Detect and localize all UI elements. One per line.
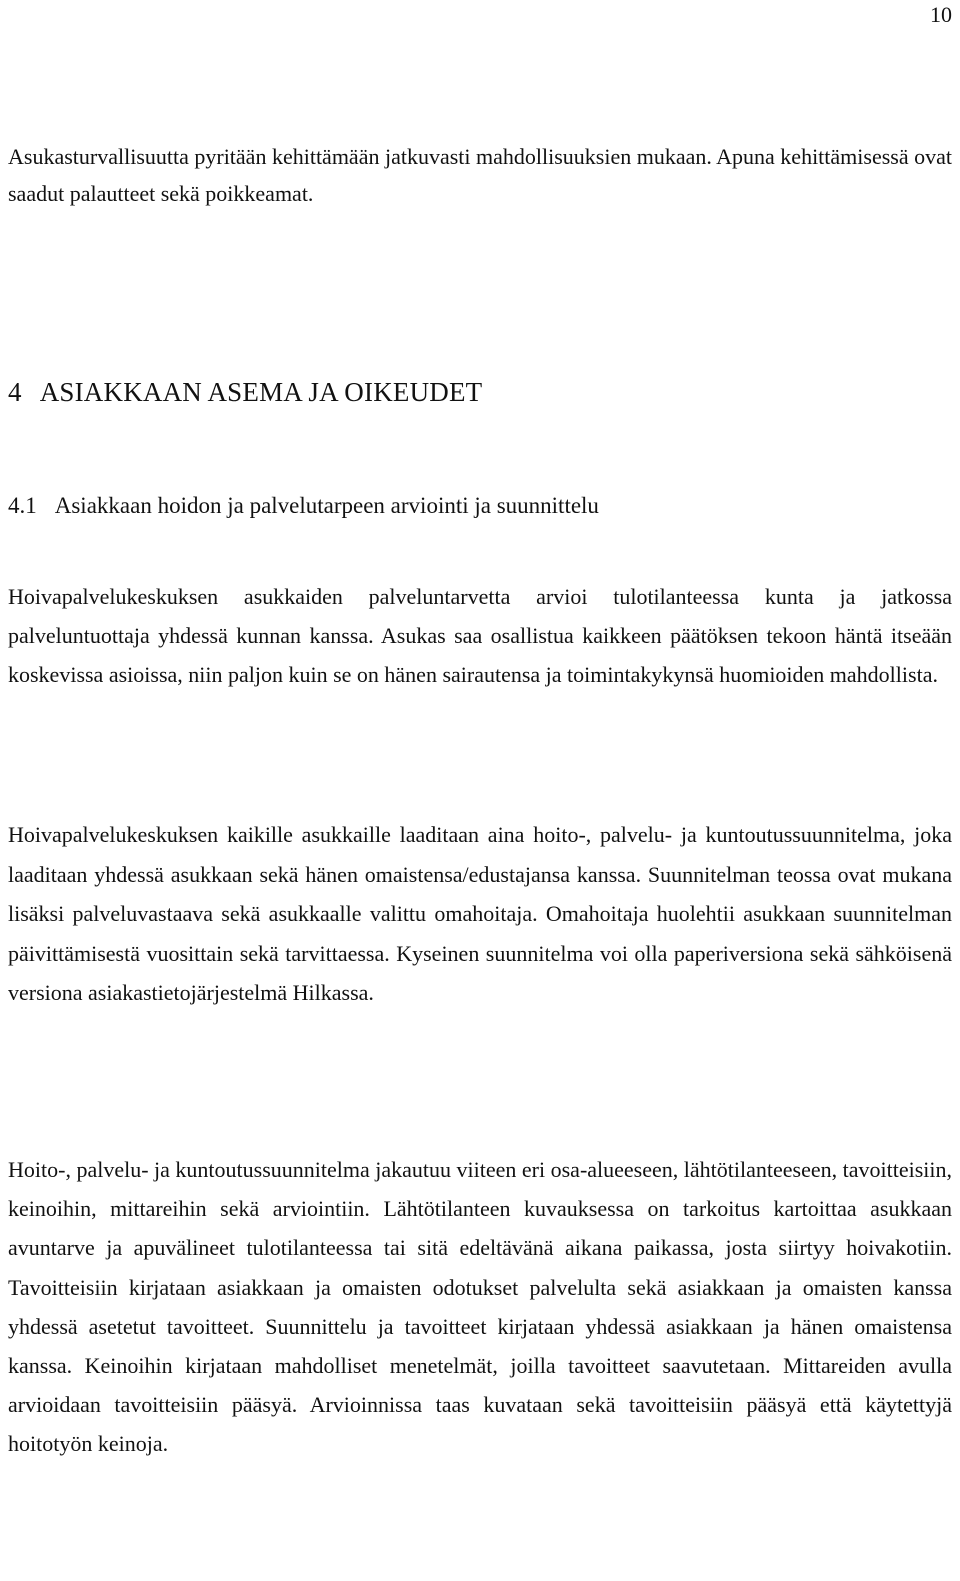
section-heading bbox=[8, 372, 952, 412]
section-title: ASIAKKAAN ASEMA JA OIKEUDET bbox=[39, 377, 483, 407]
section-number: 4 bbox=[8, 377, 22, 407]
page-number: 10 bbox=[930, 2, 952, 27]
subsection-number: 4.1 bbox=[8, 493, 37, 518]
intro-paragraph: Asukasturvallisuutta pyritään kehittämään jatkuvasti mahdollisuuksien mukaan. Apuna kehittämisessä ovat saadut palautteet sekä poikkeamat. bbox=[8, 144, 952, 206]
body-paragraph: Hoivapalvelukeskuksen asukkaiden palveluntarvetta arvioi tulotilanteessa kunta ja jatkossa palveluntuottaja yhdessä kunnan kanssa. Asukas saa osallistua kaikkeen päätöksen tekoon häntä itseään koskevissa asioissa, niin paljon kuin se on hänen sairautensa ja toimintakykynsä huomioiden mahdollista. bbox=[8, 584, 952, 687]
subsection-title: Asiakkaan hoidon ja palvelutarpeen arviointi ja suunnittelu bbox=[54, 493, 599, 518]
subsection-heading bbox=[8, 488, 952, 524]
body-paragraph: Hoivapalvelukeskuksen kaikille asukkaille laaditaan aina hoito-, palvelu- ja kuntoutussuunnitelma, joka laaditaan yhdessä asukkaan sekä hänen omaistensa/edustajansa kanssa. Suunnitelman teossa ovat mukana lisäksi palveluvastaava sekä asukkaalle valittu omahoitaja. Omahoitaja huolehtii asukkaan suunnitelman päivittämisestä vuosittain sekä tarvittaessa. Kyseinen suunnitelma voi olla paperiversiona sekä sähköisenä versiona asiakastietojärjestelmä Hilkassa. bbox=[8, 822, 952, 1005]
body-paragraph: Hoito-, palvelu- ja kuntoutussuunnitelma jakautuu viiteen eri osa-alueeseen, lähtötilanteeseen, tavoitteisiin, keinoihin, mittareihin sekä arviointiin. Lähtötilanteen kuvauksessa on tarkoitus kartoittaa asukkaan avuntarve ja apuvälineet tulotilanteessa tai sitä edeltävänä aikana paikassa, josta siirtyy hoivakotiin. Tavoitteisiin kirjataan asiakkaan ja omaisten odotukset palvelulta sekä asiakkaan ja omaisten kanssa yhdessä asetetut tavoitteet. Suunnittelu ja tavoitteet kirjataan yhdessä asiakkaan ja hänen omaistensa kanssa. Keinoihin kirjataan mahdolliset menetelmät, joilla tavoitteet saavutetaan. Mittareiden avulla arvioidaan tavoitteisiin pääsyä. Arvioinnissa taas kuvataan sekä tavoitteisiin pääsyä että käytettyjä hoitotyön keinoja. bbox=[8, 1157, 952, 1457]
